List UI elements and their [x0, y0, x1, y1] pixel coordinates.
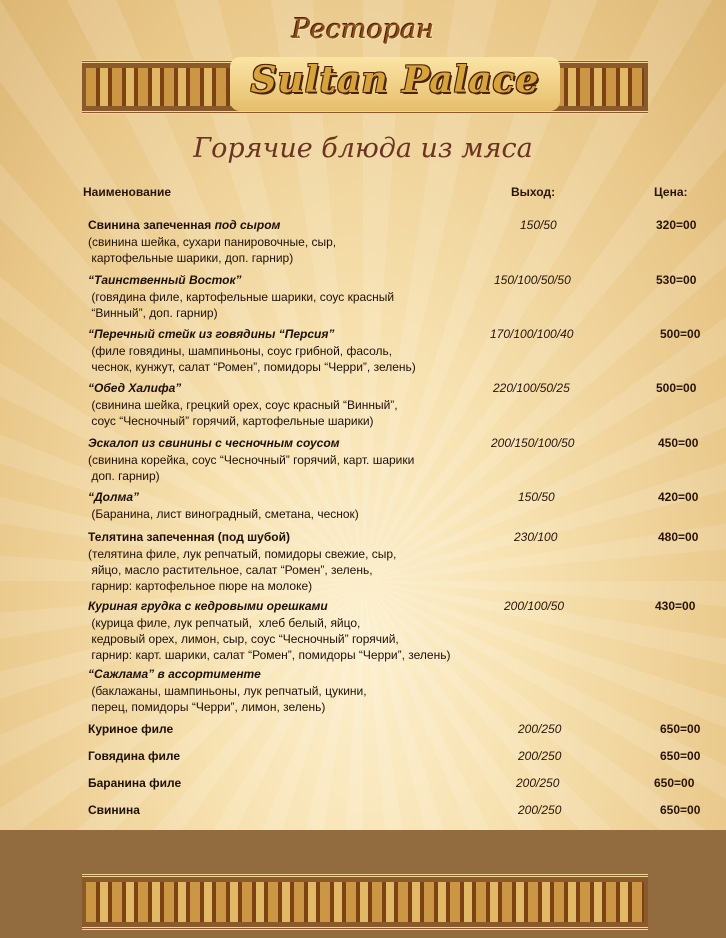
- item-price: 420=00: [658, 490, 699, 504]
- restaurant-label: Ресторан: [291, 14, 435, 45]
- item-name: Эскалоп из свинины с чесночным соусом: [88, 436, 340, 450]
- item-name: “Долма”: [88, 490, 140, 504]
- item-price: 650=00: [660, 722, 701, 736]
- item-output: 150/100/50/50: [494, 273, 571, 287]
- item-description: (баклажаны, шампиньоны, лук репчатый, цукини, перец, помидоры “Черри”, лимон, зелень): [91, 684, 367, 714]
- item-output: 220/100/50/25: [493, 381, 570, 395]
- item-output: 150/50: [518, 490, 555, 504]
- item-output: 200/250: [518, 749, 562, 763]
- item-output: 200/250: [518, 803, 562, 817]
- item-name: Свинина запеченная под сыром: [88, 218, 281, 232]
- item-name: Свинина: [88, 803, 140, 817]
- item-description: (свинина корейка, соус “Чесночный” горячий, карт. шарики доп. гарнир): [88, 453, 415, 483]
- item-price: 650=00: [660, 803, 701, 817]
- item-name: Куриная грудка с кедровыми орешками: [88, 599, 328, 613]
- item-description: (филе говядины, шампиньоны, соус грибной, фасоль, чеснок, кунжут, салат “Ромен”, помидоры “Черри”, зелень): [91, 344, 416, 374]
- item-name: Баранина филе: [88, 776, 182, 790]
- item-description: (курица филе, лук репчатый, хлеб белый, яйцо, кедровый орех, лимон, сыр, соус “Чесночный” горячий, гарнир: карт. шарики, салат “Ромен”, помидоры “Черри”, зелень): [91, 616, 451, 662]
- item-price: 500=00: [660, 327, 701, 341]
- item-description: (свинина шейка, грецкий орех, соус красный “Винный”, соус “Чесночный” горячий, картофельные шарики): [91, 398, 398, 428]
- item-name: “Перечный стейк из говядины “Персия”: [88, 327, 335, 341]
- item-output: 170/100/100/40: [490, 327, 574, 341]
- item-description: (свинина шейка, сухари панировочные, сыр, картофельные шарики, доп. гарнир): [88, 235, 337, 265]
- item-price: 500=00: [656, 381, 697, 395]
- item-output: 150/50: [520, 218, 557, 232]
- item-price: 480=00: [658, 530, 699, 544]
- column-header-output: Выход:: [511, 185, 556, 199]
- item-price: 430=00: [655, 599, 696, 613]
- item-output: 230/100: [514, 530, 558, 544]
- item-name: “Обед Халифа”: [88, 381, 182, 395]
- brand-logo: Sultan Palace: [250, 59, 540, 101]
- item-name: Говядина филе: [88, 749, 181, 763]
- item-output: 200/250: [518, 722, 562, 736]
- item-price: 650=00: [654, 776, 695, 790]
- item-name: “Таинственный Восток”: [88, 273, 242, 287]
- item-description: (Баранина, лист виноградный, сметана, чеснок): [88, 507, 359, 521]
- item-price: 650=00: [660, 749, 701, 763]
- item-description: (говядина филе, картофельные шарики, соус красный “Винный”, доп. гарнир): [91, 290, 395, 320]
- column-header-price: Цена:: [654, 185, 688, 199]
- item-price: 450=00: [658, 436, 699, 450]
- item-name: “Сажлама” в ассортименте: [88, 667, 261, 681]
- footer: [0, 830, 726, 938]
- item-output: 200/100/50: [504, 599, 565, 613]
- item-name: Телятина запеченная (под шубой): [88, 530, 290, 544]
- item-output: 200/150/100/50: [491, 436, 575, 450]
- footer-ornament-band: [82, 874, 648, 930]
- item-name: Куриное филе: [88, 722, 174, 736]
- item-price: 530=00: [656, 273, 697, 287]
- item-price: 320=00: [656, 218, 697, 232]
- footer-ornament-pattern: [86, 882, 644, 922]
- section-title: Горячие блюда из мяса: [193, 133, 533, 164]
- brand-plate: [230, 57, 560, 111]
- item-output: 200/250: [516, 776, 560, 790]
- column-header-name: Наименование: [83, 185, 172, 199]
- item-description: (телятина филе, лук репчатый, помидоры свежие, сыр, яйцо, масло растительное, салат “Ромен”, зелень, гарнир: картофельное пюре на молоке): [88, 547, 397, 593]
